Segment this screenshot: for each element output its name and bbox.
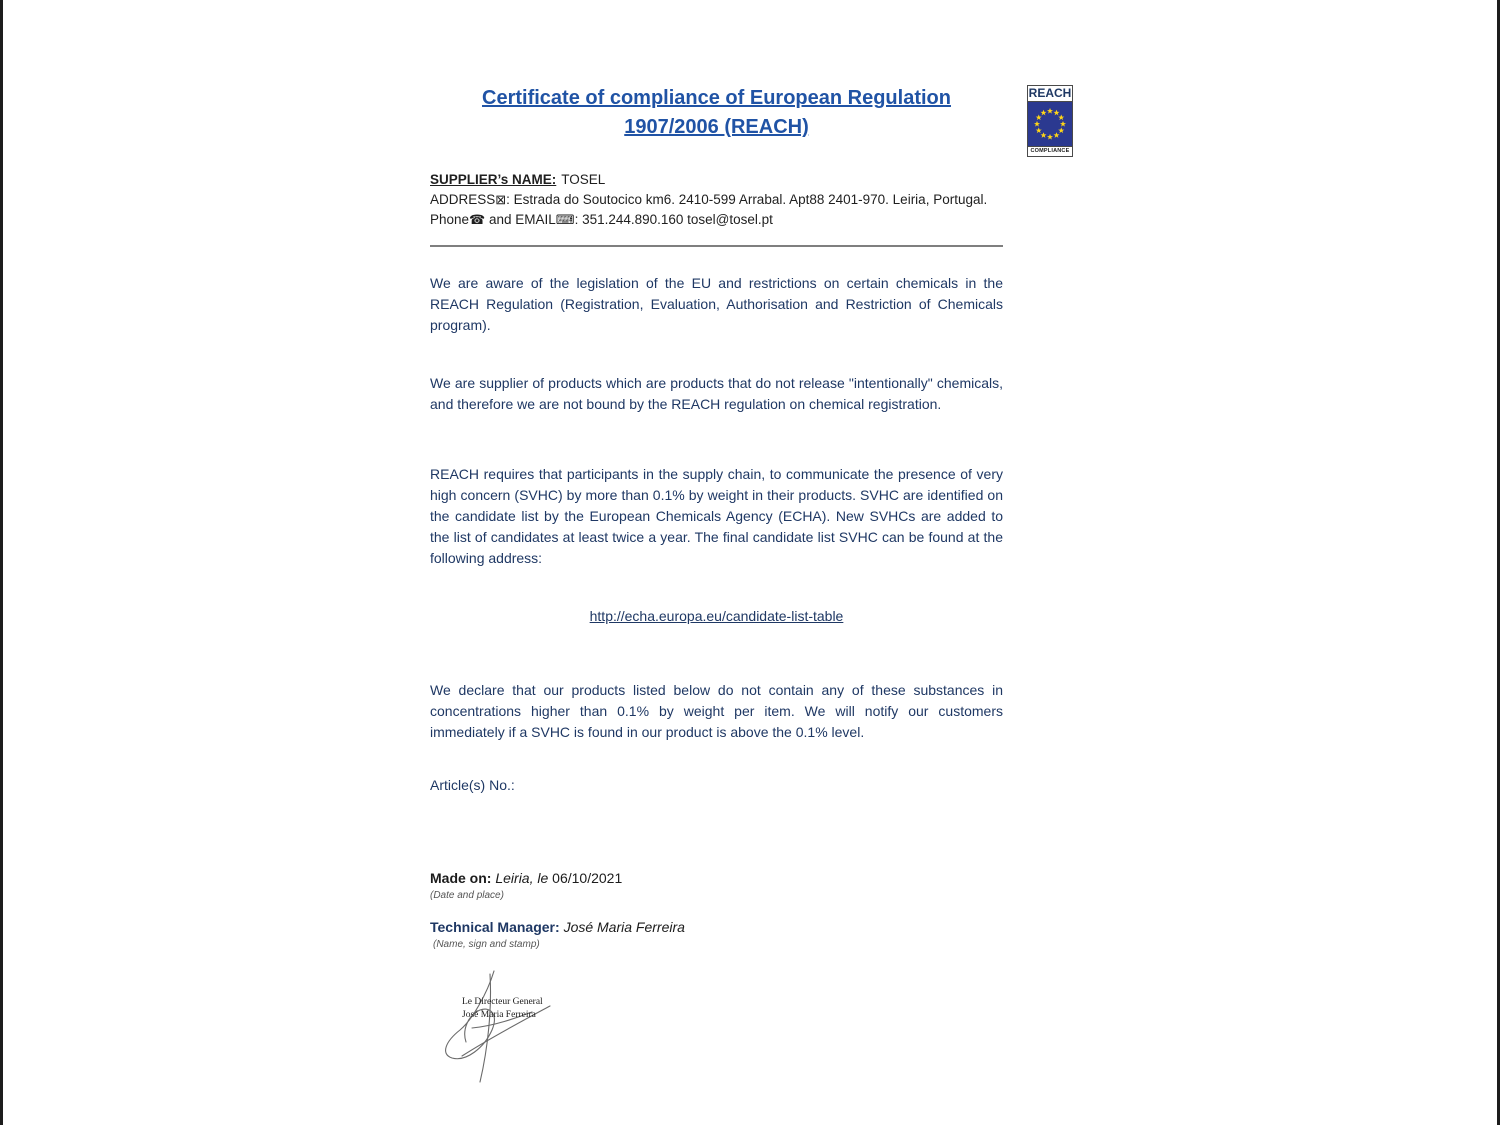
candidate-list-link[interactable]: http://echa.europa.eu/candidate-list-table bbox=[589, 608, 844, 624]
articles-number-line: Article(s) No.: bbox=[430, 777, 515, 793]
signature-stamp-text bbox=[462, 996, 543, 1022]
paragraph-reach-awareness: We are aware of the legislation of the EU and restrictions on certain chemicals in the REACH Regulation (Registration, Evaluation, Authorisation and Restriction of Chemicals program). bbox=[430, 275, 1003, 333]
address-value: : Estrada do Soutocico km6. 2410-599 Arrabal. Apt88 2401-970. Leiria, Portugal. bbox=[506, 192, 988, 207]
page-left-edge bbox=[0, 0, 3, 1125]
paragraph-declaration: We declare that our products listed below do not contain any of these substances in concentrations higher than 0.1% by weight per item. We will notify our customers immediately if a SVHC is found in our product is above the 0.1% level. bbox=[430, 682, 1003, 740]
divider bbox=[430, 245, 1003, 247]
name-sign-note: (Name, sign and stamp) bbox=[433, 939, 540, 950]
supplier-name-value: TOSEL bbox=[561, 172, 606, 187]
candidate-list-link-line bbox=[430, 606, 1003, 627]
supplier-contact-line bbox=[430, 210, 1003, 230]
envelope-icon: ⊠ bbox=[495, 192, 507, 207]
paragraph-svhc-info: REACH requires that participants in the supply chain, to communicate the presence of very high concern (SVHC) by more than 0.1% by weight in their products. SVHC are identified on the candidate list by the European Chemicals Agency (ECHA). New SVHCs are added to the list of candidates at least twice a year. The final candidate list SVHC can be found at the following address: bbox=[430, 466, 1003, 566]
title-line-2: 1907/2006 (REACH) bbox=[624, 116, 809, 138]
technical-manager-line bbox=[430, 917, 1003, 938]
title-line-1: Certificate of compliance of European Regulation bbox=[482, 87, 951, 109]
contact-value: : 351.244.890.160 tosel@tosel.pt bbox=[574, 212, 773, 227]
signature-scribble-icon bbox=[432, 968, 602, 1086]
document-body bbox=[430, 0, 1003, 1086]
paragraph-supplier-statement: We are supplier of products which are products that do not release "intentionally" chemicals, and therefore we are not bound by the REACH regulation on chemical registration. bbox=[430, 375, 1003, 412]
made-on-block bbox=[430, 868, 1003, 903]
made-on-line bbox=[430, 868, 1003, 889]
reach-logo-compliance-label: COMPLIANCE bbox=[1028, 146, 1072, 156]
made-on-date: 06/10/2021 bbox=[552, 870, 623, 886]
technical-manager-block bbox=[430, 917, 1003, 952]
made-on-label: Made on: bbox=[430, 870, 492, 886]
document-title bbox=[430, 84, 1003, 142]
date-place-note: (Date and place) bbox=[430, 890, 504, 901]
supplier-address-line bbox=[430, 190, 1003, 210]
stamp-line-2: José Maria Ferreira bbox=[462, 1010, 536, 1020]
reach-logo-title: REACH bbox=[1028, 86, 1072, 100]
supplier-name-label: SUPPLIER’s NAME: bbox=[430, 172, 557, 187]
phone-label: Phone bbox=[430, 212, 470, 227]
eu-flag-icon bbox=[1028, 102, 1072, 146]
address-label: ADDRESS bbox=[430, 192, 496, 207]
stamp-line-1: Le Directeur General bbox=[462, 997, 543, 1007]
technical-manager-name: José Maria Ferreira bbox=[563, 919, 685, 935]
supplier-name-line bbox=[430, 170, 1003, 190]
email-label: and EMAIL bbox=[485, 212, 556, 227]
supplier-block bbox=[430, 170, 1003, 230]
technical-manager-label: Technical Manager: bbox=[430, 919, 560, 935]
signature bbox=[432, 968, 602, 1086]
computer-icon: ⌨ bbox=[555, 212, 575, 227]
phone-icon: ☎ bbox=[469, 212, 486, 227]
reach-compliance-logo bbox=[1027, 85, 1073, 157]
made-on-place: Leiria, le bbox=[495, 870, 549, 886]
